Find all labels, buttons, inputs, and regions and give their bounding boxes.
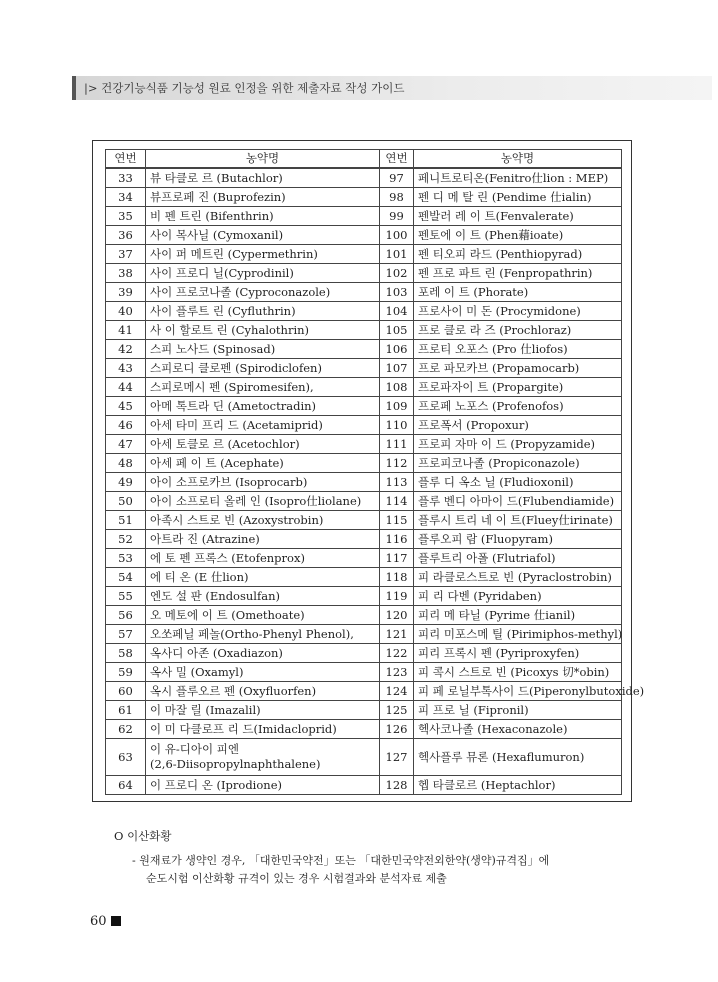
cell-pesticide-name: 피리 미포스메 틸 (Pirimiphos-methyl) <box>414 625 622 644</box>
cell-number: 42 <box>106 340 146 359</box>
table-row <box>106 739 622 776</box>
cell-pesticide-name: 헵 타클로르 (Heptachlor) <box>414 776 622 795</box>
cell-pesticide-name: 프로페 노포스 (Profenofos) <box>414 397 622 416</box>
cell-number: 56 <box>106 606 146 625</box>
cell-pesticide-name: 피 리 다벤 (Pyridaben) <box>414 587 622 606</box>
cell-pesticide-name: 프로폭서 (Propoxur) <box>414 416 622 435</box>
cell-number: 59 <box>106 663 146 682</box>
section-title: O 이산화황 <box>114 829 172 843</box>
cell-pesticide-name: 헥사코나졸 (Hexaconazole) <box>414 720 622 739</box>
table-row <box>106 511 622 530</box>
cell-pesticide-name: 뷰 타클로 르 (Butachlor) <box>146 168 380 188</box>
table-row <box>106 321 622 340</box>
cell-number: 107 <box>380 359 414 378</box>
table-row <box>106 606 622 625</box>
table-row <box>106 644 622 663</box>
cell-number: 37 <box>106 245 146 264</box>
cell-number: 33 <box>106 168 146 188</box>
cell-pesticide-name: 페니트로티온(Fenitro仕lion : MEP) <box>414 168 622 188</box>
cell-pesticide-name: 피 라클로스트로 빈 (Pyraclostrobin) <box>414 568 622 587</box>
cell-number: 47 <box>106 435 146 454</box>
cell-number: 98 <box>380 188 414 207</box>
cell-number: 46 <box>106 416 146 435</box>
cell-pesticide-name: 아메 톡트라 딘 (Ametoctradin) <box>146 397 380 416</box>
cell-pesticide-name: 프로피 자마 이 드 (Propyzamide) <box>414 435 622 454</box>
table-row <box>106 226 622 245</box>
cell-number: 62 <box>106 720 146 739</box>
col-header-name: 농약명 <box>414 150 622 169</box>
cell-number: 63 <box>106 739 146 776</box>
cell-pesticide-name: 펜 디 메 탈 린 (Pendime 仕ialin) <box>414 188 622 207</box>
cell-pesticide-name: 피리 메 타닐 (Pyrime 仕ianil) <box>414 606 622 625</box>
cell-number: 106 <box>380 340 414 359</box>
cell-number: 111 <box>380 435 414 454</box>
cell-pesticide-name: 피리 프록시 펜 (Pyriproxyfen) <box>414 644 622 663</box>
cell-pesticide-name: 펜발러 레 이 트(Fenvalerate) <box>414 207 622 226</box>
cell-pesticide-name: 포레 이 트 (Phorate) <box>414 283 622 302</box>
cell-pesticide-name: 오쏘페닐 페놀(Ortho-Phenyl Phenol), <box>146 625 380 644</box>
cell-number: 60 <box>106 682 146 701</box>
col-header-number: 연번 <box>380 150 414 169</box>
table-row <box>106 682 622 701</box>
cell-pesticide-name: 옥시 플루오르 펜 (Oxyfluorfen) <box>146 682 380 701</box>
cell-pesticide-name: 스피로디 클로펜 (Spirodiclofen) <box>146 359 380 378</box>
cell-pesticide-name: 피 프로 닐 (Fipronil) <box>414 701 622 720</box>
cell-pesticide-name: 피 콕시 스트로 빈 (Picoxys 切*obin) <box>414 663 622 682</box>
cell-number: 123 <box>380 663 414 682</box>
table-row <box>106 340 622 359</box>
cell-pesticide-name: 플루 디 옥소 닐 (Fludioxonil) <box>414 473 622 492</box>
col-header-name: 농약명 <box>146 150 380 169</box>
table-row <box>106 245 622 264</box>
table-row <box>106 359 622 378</box>
table-row <box>106 720 622 739</box>
table-row <box>106 397 622 416</box>
col-header-number: 연번 <box>106 150 146 169</box>
cell-number: 57 <box>106 625 146 644</box>
cell-number: 64 <box>106 776 146 795</box>
cell-pesticide-name: 프로파자이 트 (Propargite) <box>414 378 622 397</box>
cell-number: 36 <box>106 226 146 245</box>
cell-pesticide-name: 이 미 다클로프 리 드(Imidacloprid) <box>146 720 380 739</box>
cell-number: 121 <box>380 625 414 644</box>
cell-number: 100 <box>380 226 414 245</box>
cell-pesticide-name: 옥사 밀 (Oxamyl) <box>146 663 380 682</box>
cell-number: 112 <box>380 454 414 473</box>
table-row <box>106 587 622 606</box>
table-row <box>106 168 622 188</box>
table-row <box>106 416 622 435</box>
table-row <box>106 207 622 226</box>
cell-pesticide-name: 사이 프로코나졸 (Cyproconazole) <box>146 283 380 302</box>
cell-number: 54 <box>106 568 146 587</box>
cell-number: 120 <box>380 606 414 625</box>
cell-number: 103 <box>380 283 414 302</box>
cell-number: 122 <box>380 644 414 663</box>
cell-number: 58 <box>106 644 146 663</box>
table-body <box>106 168 645 795</box>
cell-pesticide-name: 펜토에 이 트 (Phen藉ioate) <box>414 226 622 245</box>
cell-number: 128 <box>380 776 414 795</box>
cell-number: 124 <box>380 682 414 701</box>
table-row <box>106 302 622 321</box>
table-header-row <box>106 150 622 169</box>
cell-pesticide-name: 펜 티오피 라드 (Penthiopyrad) <box>414 245 622 264</box>
pesticide-table-box <box>92 140 645 802</box>
table-row <box>106 264 622 283</box>
cell-number: 108 <box>380 378 414 397</box>
cell-pesticide-name: 플루트리 아폴 (Flutriafol) <box>414 549 622 568</box>
cell-pesticide-name: 프로 파모카브 (Propamocarb) <box>414 359 622 378</box>
cell-pesticide-name: 옥사디 아존 (Oxadiazon) <box>146 644 380 663</box>
cell-pesticide-name: 사이 플루트 린 (Cyfluthrin) <box>146 302 380 321</box>
cell-pesticide-name: 피 페 로닐부톡사이 드(Piperonylbutoxide) <box>414 682 622 701</box>
cell-number: 97 <box>380 168 414 188</box>
table-row <box>106 283 622 302</box>
cell-number: 119 <box>380 587 414 606</box>
cell-number: 41 <box>106 321 146 340</box>
cell-number: 34 <box>106 188 146 207</box>
cell-number: 109 <box>380 397 414 416</box>
note-text-line: 순도시험 이산화황 규격이 있는 경우 시험결과와 분석자료 제출 <box>146 872 447 885</box>
table-row <box>106 188 622 207</box>
cell-pesticide-name: 프로피코나졸 (Propiconazole) <box>414 454 622 473</box>
cell-pesticide-name: 에 토 펜 프록스 (Etofenprox) <box>146 549 380 568</box>
cell-number: 125 <box>380 701 414 720</box>
cell-number: 52 <box>106 530 146 549</box>
cell-number: 116 <box>380 530 414 549</box>
cell-number: 117 <box>380 549 414 568</box>
cell-pesticide-name: 플루 벤디 아마이 드(Flubendiamide) <box>414 492 622 511</box>
cell-number: 38 <box>106 264 146 283</box>
page-header-title: |> 건강기능식품 기능성 원료 인정을 위한 제출자료 작성 가이드 <box>84 81 405 95</box>
cell-number: 115 <box>380 511 414 530</box>
square-marker-icon <box>111 916 121 926</box>
table-row <box>106 435 622 454</box>
cell-number: 105 <box>380 321 414 340</box>
cell-number: 102 <box>380 264 414 283</box>
table-row <box>106 473 622 492</box>
cell-number: 126 <box>380 720 414 739</box>
cell-number: 118 <box>380 568 414 587</box>
cell-pesticide-name: 사이 프로디 닐(Cyprodinil) <box>146 264 380 283</box>
cell-number: 127 <box>380 739 414 776</box>
cell-pesticide-name: 엔도 설 판 (Endosulfan) <box>146 587 380 606</box>
table-row <box>106 492 622 511</box>
cell-pesticide-name: 아이 소프로카브 (Isoprocarb) <box>146 473 380 492</box>
page-header <box>72 76 712 100</box>
table-row <box>106 663 622 682</box>
table-row <box>106 378 622 397</box>
cell-pesticide-name: 아세 토클로 르 (Acetochlor) <box>146 435 380 454</box>
cell-number: 39 <box>106 283 146 302</box>
cell-number: 35 <box>106 207 146 226</box>
cell-pesticide-name: 오 메토에 이 트 (Omethoate) <box>146 606 380 625</box>
note-text-line: - 원재료가 생약인 경우, 「대한민국약전」또는 「대한민국약전외한약(생약)규격집」에 <box>132 854 550 867</box>
table-row <box>106 530 622 549</box>
cell-pesticide-name: 아족시 스트로 빈 (Azoxystrobin) <box>146 511 380 530</box>
cell-pesticide-name: 아이 소프로티 올레 인 (Isopro仕liolane) <box>146 492 380 511</box>
cell-number: 101 <box>380 245 414 264</box>
cell-number: 48 <box>106 454 146 473</box>
cell-number: 110 <box>380 416 414 435</box>
cell-pesticide-name: 이 마잘 릴 (Imazalil) <box>146 701 380 720</box>
cell-pesticide-name: 플루오피 람 (Fluopyram) <box>414 530 622 549</box>
cell-pesticide-name: 아트라 진 (Atrazine) <box>146 530 380 549</box>
table-row <box>106 776 622 795</box>
cell-number: 114 <box>380 492 414 511</box>
cell-number: 50 <box>106 492 146 511</box>
cell-pesticide-name: 뷰프로페 진 (Buprofezin) <box>146 188 380 207</box>
cell-pesticide-name: 비 펜 트린 (Bifenthrin) <box>146 207 380 226</box>
cell-number: 40 <box>106 302 146 321</box>
page-number <box>90 914 121 929</box>
cell-number: 55 <box>106 587 146 606</box>
cell-number: 113 <box>380 473 414 492</box>
cell-pesticide-name: 이 유-디아이 피엔 (2,6-Diisopropylnaphthalene) <box>146 739 380 776</box>
page-number-text: 60 <box>90 914 107 929</box>
cell-pesticide-name: 이 프로디 온 (Iprodione) <box>146 776 380 795</box>
cell-number: 44 <box>106 378 146 397</box>
table-row <box>106 568 622 587</box>
cell-pesticide-name: 펜 프로 파트 린 (Fenpropathrin) <box>414 264 622 283</box>
cell-pesticide-name: 아세 타미 프리 드 (Acetamiprid) <box>146 416 380 435</box>
cell-pesticide-name: 사이 목사닐 (Cymoxanil) <box>146 226 380 245</box>
cell-number: 51 <box>106 511 146 530</box>
table-row <box>106 625 622 644</box>
cell-number: 99 <box>380 207 414 226</box>
cell-number: 61 <box>106 701 146 720</box>
cell-number: 53 <box>106 549 146 568</box>
cell-number: 104 <box>380 302 414 321</box>
cell-pesticide-name: 아세 페 이 트 (Acephate) <box>146 454 380 473</box>
cell-pesticide-name: 헥사플루 뮤론 (Hexaflumuron) <box>414 739 622 776</box>
cell-number: 45 <box>106 397 146 416</box>
cell-pesticide-name: 스피로메시 펜 (Spiromesifen), <box>146 378 380 397</box>
cell-pesticide-name: 스피 노사드 (Spinosad) <box>146 340 380 359</box>
cell-number: 43 <box>106 359 146 378</box>
cell-pesticide-name: 사 이 할로트 린 (Cyhalothrin) <box>146 321 380 340</box>
cell-number: 49 <box>106 473 146 492</box>
cell-pesticide-name: 프로티 오포스 (Pro 仕liofos) <box>414 340 622 359</box>
table-row <box>106 701 622 720</box>
cell-pesticide-name: 플루시 트리 네 이 트(Fluey仕irinate) <box>414 511 622 530</box>
table-row <box>106 549 622 568</box>
table-row <box>106 454 622 473</box>
cell-pesticide-name: 에 티 온 (E 仕lion) <box>146 568 380 587</box>
cell-pesticide-name: 프로사이 미 돈 (Procymidone) <box>414 302 622 321</box>
cell-pesticide-name: 사이 퍼 메트린 (Cypermethrin) <box>146 245 380 264</box>
pesticide-table <box>105 149 645 795</box>
cell-pesticide-name: 프로 클로 라 즈 (Prochloraz) <box>414 321 622 340</box>
